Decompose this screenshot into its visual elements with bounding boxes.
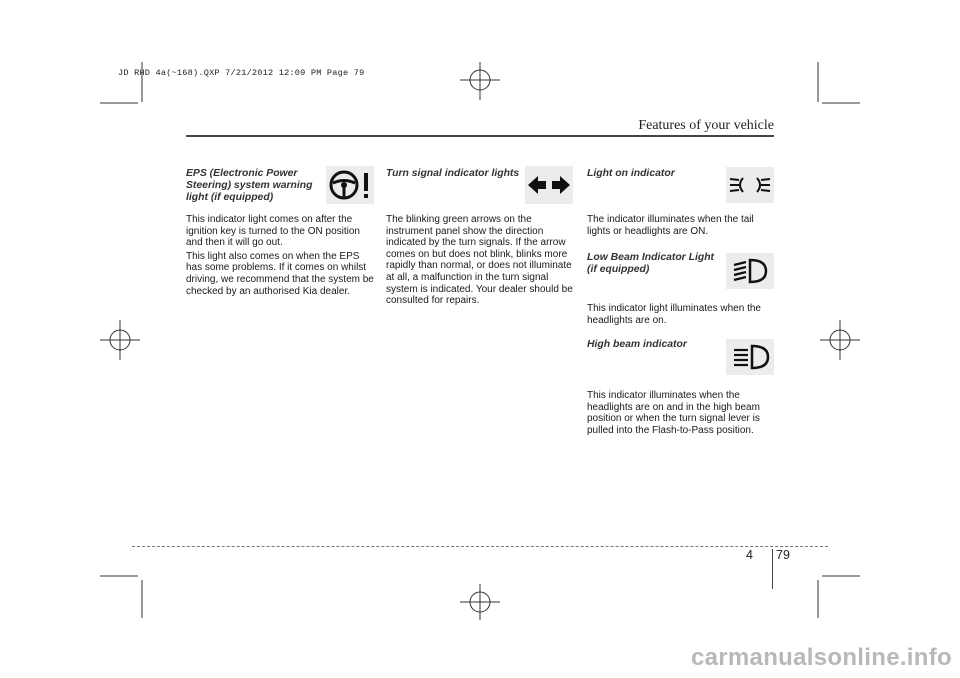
eps-paragraph-2: This light also comes on when the EPS has some problems. If it comes on whilst driving, we recommend that the system be checked by an authorised Kia dealer. <box>186 250 374 297</box>
eps-paragraph-1: This indicator light comes on after the ignition key is turned to the ON position and then it will go out. <box>186 214 360 249</box>
chapter-number: 4 <box>746 548 753 562</box>
turn-signal-heading: Turn signal indicator lights <box>386 168 520 179</box>
high-beam-icon <box>726 339 774 375</box>
eps-heading: EPS (Electronic Power Steering) system warning light (if equipped) <box>186 168 313 203</box>
page-number: 79 <box>776 548 790 562</box>
turn-signal-paragraph: The blinking green arrows on the instrument panel show the direction indicated by the turn signals. If the arrow comes on but does not blink, blinks more rapidly than normal, or does not illuminate at all, a malfunction in the turn signal system is indicated. Your dealer should be consulted for repairs. <box>386 214 573 307</box>
high-beam-text: This indicator illuminates when the headlights are on and in the high beam position or when the turn signal lever is pulled into the Flash-to-Pass position. <box>587 390 760 436</box>
low-beam-icon <box>726 253 774 289</box>
watermark: carmanualsonline.info <box>690 644 952 671</box>
page-divider <box>772 549 773 589</box>
turn-signal-arrows-icon <box>525 166 573 204</box>
low-beam-heading: Low Beam Indicator Light (if equipped) <box>587 252 715 275</box>
high-beam-heading: High beam indicator <box>587 339 687 350</box>
eps-body <box>186 214 374 299</box>
light-on-indicator-icon <box>726 167 774 203</box>
low-beam-text: This indicator light illuminates when the headlights are on. <box>587 303 761 326</box>
print-slug: JD RHD 4a(~168).QXP 7/21/2012 12:09 PM Page 79 <box>118 68 365 78</box>
light-on-text: The indicator illuminates when the tail lights or headlights are ON. <box>587 214 754 237</box>
light-on-heading: Light on indicator <box>587 168 675 179</box>
footer-rule <box>132 546 828 547</box>
turn-signal-body <box>386 214 574 309</box>
eps-warning-icon <box>326 166 374 204</box>
section-title: Features of your vehicle <box>638 118 774 133</box>
header-rule <box>186 135 774 137</box>
